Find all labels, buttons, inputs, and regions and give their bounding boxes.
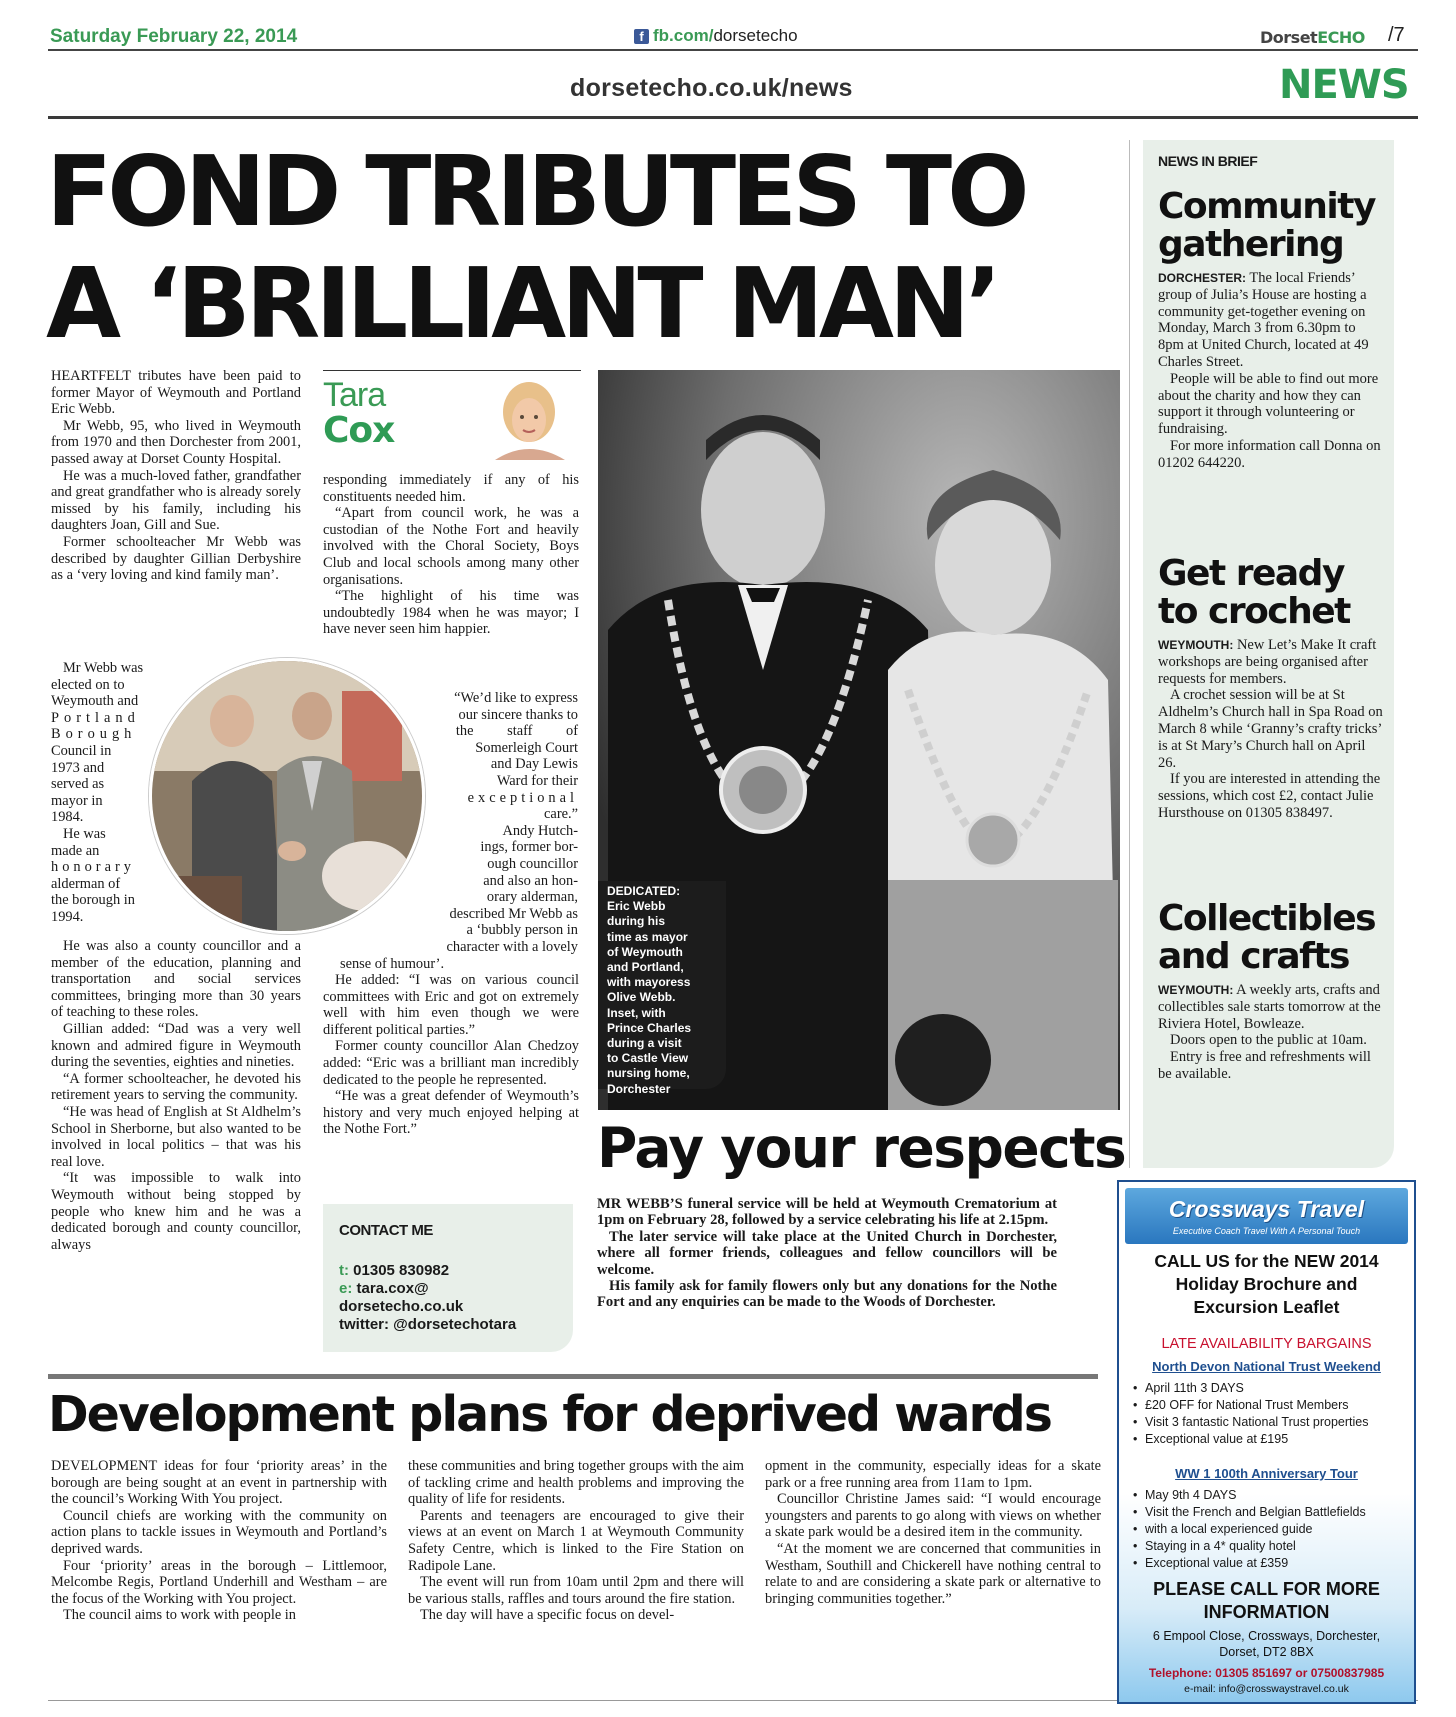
respects-headline: Pay your respects bbox=[597, 1116, 1126, 1180]
paragraph: responding immediately if any of his constituents needed him. bbox=[323, 472, 579, 505]
photo-caption bbox=[598, 881, 726, 1096]
ad-call-line: Holiday Brochure and bbox=[1175, 1274, 1358, 1294]
paragraph: His family ask for family flowers only but any donations for the Nothe Fort and any enquiries can be made to the Woods of Dorchester. bbox=[597, 1278, 1057, 1311]
ad-logo-banner bbox=[1125, 1188, 1408, 1244]
paragraph: The council aims to work with people in bbox=[63, 1607, 296, 1624]
wrap-line: care.” bbox=[544, 806, 578, 823]
paragraph: DEVELOPMENT ideas for four ‘priority areas’ in the borough are being sought at an event in partnership with the council’s Working With You project. bbox=[51, 1458, 387, 1508]
twitter-label: twitter: bbox=[339, 1316, 389, 1333]
wrap-line: 1984. bbox=[51, 809, 84, 826]
ad-trip-1-title[interactable]: North Devon National Trust Weekend bbox=[1152, 1359, 1381, 1374]
ad-bullet: • Visit 3 fantastic National Trust properties bbox=[1131, 1414, 1411, 1431]
brief-item-1 bbox=[1158, 188, 1384, 472]
caption-line: Dorchester bbox=[607, 1081, 671, 1096]
wrap-line: He was bbox=[63, 825, 106, 842]
caption-line: of Weymouth bbox=[607, 944, 683, 959]
paragraph: Parents and teenagers are encouraged to give their views at an event on March 1 at Weymouth Community Safety Centre, which is linked to the Fire Station on Radipole Lane. bbox=[408, 1507, 744, 1574]
inset-photo-prince-charles bbox=[149, 658, 425, 934]
paragraph: Councillor Christine James said: “I would encourage youngsters and parents to go along with views on whether a skate park would be a desired item in the community. bbox=[765, 1491, 1101, 1541]
contact-email-2[interactable]: dorsetecho.co.uk bbox=[339, 1298, 464, 1315]
paragraph: He was a much-loved father, grandfather and great grandfather who is already sorely missed by his family, including his daughters Joan, Gill and Sue. bbox=[51, 467, 301, 534]
ad-bullet: • Exceptional value at £359 bbox=[1131, 1555, 1411, 1572]
phone-label: t: bbox=[339, 1262, 349, 1279]
development-col-3 bbox=[765, 1458, 1101, 1607]
crossways-travel-ad[interactable] bbox=[1117, 1180, 1416, 1704]
paragraph: A crochet session will be at St Aldhelm’s Church hall in Spa Road on March 8 while ‘Granny’s crafty tricks’ is at St Mary’s Church hall on April 26. bbox=[1158, 687, 1383, 771]
wrap-line: Mr Webb was bbox=[63, 660, 144, 676]
development-col-1 bbox=[51, 1458, 387, 1624]
wrap-line: served as bbox=[51, 776, 105, 793]
brief-headline-line: Community bbox=[1158, 186, 1375, 227]
ad-telephone[interactable]: Telephone: 01305 851697 or 07500837985 bbox=[1148, 1666, 1385, 1680]
brand-dorset: Dorset bbox=[1260, 28, 1318, 47]
wrap-line: Ward for their bbox=[496, 772, 578, 789]
ad-bullet: • Exceptional value at £195 bbox=[1131, 1431, 1411, 1448]
wrap-line: alderman of bbox=[51, 875, 121, 892]
caption-line: and Portland, bbox=[607, 960, 684, 975]
page-number: /7 bbox=[1388, 24, 1405, 46]
facebook-icon: f bbox=[634, 29, 649, 44]
ad-please-line: PLEASE CALL FOR MORE bbox=[1153, 1579, 1380, 1599]
author-photo bbox=[473, 372, 581, 460]
paragraph: “It was impossible to walk into Weymouth without being stopped by people who knew him and he was a dedicated borough and county councillor, always bbox=[51, 1170, 301, 1253]
brief-headline-line: Collectibles bbox=[1158, 898, 1376, 939]
paragraph: Former county councillor Alan Chedzoy added: “Eric was a brilliant man incredibly dedicated to the people he represented. bbox=[323, 1038, 579, 1088]
ad-address-line: 6 Empool Close, Crossways, Dorchester, bbox=[1152, 1629, 1381, 1643]
caption-line: with mayoress bbox=[607, 975, 691, 990]
wrap-line: “We’d like to express bbox=[454, 690, 578, 706]
byline-first-name: Tara bbox=[323, 376, 386, 414]
wrap-line: mayor in bbox=[51, 792, 103, 809]
paragraph: People will be able to find out more about the charity and how they can support it through volunteering or fundraising. bbox=[1158, 370, 1379, 438]
brief-headline-line: Get ready bbox=[1158, 553, 1344, 594]
caption-line: Olive Webb. bbox=[607, 990, 676, 1005]
ad-bullet: • April 11th 3 DAYS bbox=[1131, 1380, 1411, 1397]
paragraph: “He was head of English at St Aldhelm’s School in Sherborne, but also wanted to be involved in local politics – that was his real love. bbox=[51, 1103, 301, 1170]
contact-box bbox=[323, 1204, 573, 1352]
contact-twitter[interactable]: @dorsetechotara bbox=[393, 1316, 517, 1333]
wrap-line: Council in bbox=[51, 742, 112, 759]
wrap-line: sense of humour’. bbox=[340, 955, 445, 972]
paragraph: HEARTFELT tributes have been paid to former Mayor of Weymouth and Portland Eric Webb. bbox=[51, 368, 301, 418]
wrap-line: the staff of bbox=[455, 723, 578, 740]
development-headline: Development plans for deprived wards bbox=[48, 1386, 1051, 1443]
paragraph: Four ‘priority’ areas in the borough – Littlemoor, Melcombe Regis, Portland Underhill and Westham – are the focus of the Working with You project. bbox=[51, 1557, 387, 1607]
news-in-brief-label: NEWS IN BRIEF bbox=[1158, 153, 1258, 169]
paragraph: “At the moment we are concerned that communities in Westham, Southill and Chickerell have nothing central to relate to and are considering a skate park or alternative to bringing communities together.” bbox=[765, 1540, 1101, 1607]
paragraph: Entry is free and refreshments will be available. bbox=[1158, 1049, 1371, 1082]
wrap-line: exceptional bbox=[467, 789, 578, 806]
caption-line: Prince Charles bbox=[607, 1020, 692, 1035]
paragraph: The day will have a specific focus on devel- bbox=[420, 1607, 675, 1624]
caption-label: DEDICATED: bbox=[607, 884, 681, 898]
wrap-line: and also an hon- bbox=[483, 872, 578, 889]
caption-line: Eric Webb bbox=[607, 899, 666, 914]
headline-line-2: A ‘BRILLIANT MAN’ bbox=[46, 247, 997, 360]
paragraph: these communities and bring together groups with the aim of tackling crime and health problems and improving the quality of life for residents. bbox=[408, 1458, 744, 1508]
wrap-line: elected on to bbox=[51, 676, 125, 693]
wrap-line: Portland bbox=[51, 709, 140, 726]
caption-line: nursing home, bbox=[607, 1066, 690, 1081]
brief-item-2 bbox=[1158, 555, 1384, 822]
ad-tagline: Executive Coach Travel With A Personal Touch bbox=[1172, 1226, 1361, 1236]
wrap-line: 1994. bbox=[51, 908, 84, 925]
paragraph: Doors open to the public at 10am. bbox=[1170, 1032, 1367, 1049]
paragraph: “He was a great defender of Weymouth’s history and very much enjoyed helping at the Nothe Fort.” bbox=[323, 1088, 579, 1138]
article-col-1-rest bbox=[51, 938, 301, 1253]
wrap-line: Somerleigh Court bbox=[475, 739, 578, 756]
ad-bullet: • with a local experienced guide bbox=[1131, 1521, 1411, 1538]
contact-title: CONTACT ME bbox=[339, 1222, 433, 1239]
wrap-line: our sincere thanks to bbox=[458, 706, 578, 723]
brief-headline-line: and crafts bbox=[1158, 936, 1349, 977]
paragraph: The later service will take place at the United Church in Dorchester, where all former friends, colleagues and fellow councillors will be welcome. bbox=[597, 1228, 1057, 1278]
ad-bullet: • Visit the French and Belgian Battlefields bbox=[1131, 1504, 1411, 1521]
ad-address-line: Dorset, DT2 8BX bbox=[1219, 1645, 1314, 1659]
ad-please-line: INFORMATION bbox=[1203, 1602, 1330, 1622]
brand-echo: ECHO bbox=[1317, 28, 1365, 47]
ad-bullet: • Staying in a 4* quality hotel bbox=[1131, 1538, 1411, 1555]
ad-late-availability: LATE AVAILABILITY BARGAINS bbox=[1161, 1336, 1372, 1352]
wrap-line: 1973 and bbox=[51, 759, 105, 776]
paragraph: Council chiefs are working with the community on action plans to tackle issues in Weymouth and Portland’s deprived wards. bbox=[51, 1507, 387, 1557]
ad-trip-2-title[interactable]: WW 1 100th Anniversary Tour bbox=[1175, 1466, 1358, 1481]
paragraph: “Apart from council work, he was a custodian of the Nothe Fort and heavily involved with the Choral Society, Boys Club and local schools among many other organisations. bbox=[323, 505, 579, 588]
contact-phone[interactable]: 01305 830982 bbox=[353, 1262, 450, 1279]
masthead-brand bbox=[1260, 28, 1365, 47]
email-label: e: bbox=[339, 1280, 353, 1297]
wrap-line: ough councillor bbox=[487, 855, 578, 872]
page-date: Saturday February 22, 2014 bbox=[50, 26, 298, 47]
wrap-line: Borough bbox=[51, 726, 137, 743]
paragraph: opment in the community, especially ideas for a skate park or a free running area from 11am to 1pm. bbox=[765, 1458, 1101, 1491]
paragraph: Former schoolteacher Mr Webb was described by daughter Gillian Derbyshire as a ‘very loving and kind family man’. bbox=[51, 533, 301, 584]
facebook-handle: dorsetecho bbox=[713, 26, 798, 45]
main-headline bbox=[46, 136, 1126, 360]
brief-headline-line: gathering bbox=[1158, 224, 1344, 265]
brief-kicker: WEYMOUTH: bbox=[1158, 983, 1234, 997]
paragraph: “A former schoolteacher, he devoted his retirement years to serving the community. bbox=[51, 1070, 301, 1104]
ad-trip-1-list bbox=[1131, 1380, 1411, 1448]
ad-call-line: Excursion Leaflet bbox=[1193, 1297, 1340, 1317]
paragraph: A weekly arts, crafts and collectibles sale starts tomorrow at the Riviera Hotel, Bowleaze. bbox=[1158, 982, 1381, 1032]
wrap-line: and Day Lewis bbox=[490, 756, 578, 773]
paragraph: He added: “I was on various council committees with Eric and got on extremely well with him even though we were different political parties.” bbox=[323, 972, 579, 1038]
wrap-line: made an bbox=[51, 842, 100, 859]
respects-text bbox=[597, 1196, 1057, 1311]
ad-call-line: CALL US for the NEW 2014 bbox=[1154, 1251, 1379, 1271]
section-label: NEWS bbox=[1279, 62, 1409, 108]
article-col-2-rest bbox=[323, 972, 579, 1138]
brief-headline-line: to crochet bbox=[1158, 591, 1350, 632]
caption-line: to Castle View bbox=[607, 1051, 689, 1066]
facebook-prefix: fb.com/ bbox=[653, 26, 714, 45]
paragraph: The event will run from 10am until 2pm and there will be various stalls, raffles and tours around the fire station. bbox=[408, 1574, 744, 1607]
development-col-2 bbox=[408, 1458, 744, 1624]
byline-last-name: Cox bbox=[323, 410, 395, 451]
caption-line: Inset, with bbox=[607, 1005, 666, 1020]
ad-logo: Crossways Travel bbox=[1168, 1196, 1365, 1222]
ad-trip-2-list bbox=[1131, 1487, 1411, 1572]
paragraph: New Let’s Make It craft workshops are being organised after requests for members. bbox=[1158, 637, 1377, 687]
caption-line: time as mayor bbox=[607, 929, 688, 944]
paragraph: “The highlight of his time was undoubtedly 1984 when he was mayor; I have never seen him happier. bbox=[323, 588, 579, 638]
paragraph: MR WEBB’S funeral service will be held at Weymouth Crematorium at 1pm on February 28, followed by a service celebrating his life at 2.15pm. bbox=[597, 1196, 1057, 1229]
ad-email[interactable]: e-mail: info@crosswaystravel.co.uk bbox=[1184, 1683, 1349, 1695]
headline-line-1: FOND TRIBUTES TO bbox=[46, 135, 1025, 248]
paragraph: Gillian added: “Dad was a very well known and admired figure in Weymouth during the seventies, eighties and nineties. bbox=[51, 1020, 301, 1071]
brief-kicker: DORCHESTER: bbox=[1158, 271, 1247, 285]
byline bbox=[323, 372, 581, 462]
wrap-line: Andy Hutch- bbox=[502, 822, 578, 839]
article-col-1 bbox=[51, 368, 301, 584]
wrap-line: orary alderman, bbox=[486, 889, 578, 906]
ad-bullet: • £20 OFF for National Trust Members bbox=[1131, 1397, 1411, 1414]
paragraph: For more information call Donna on 01202 644220. bbox=[1158, 437, 1381, 471]
paragraph: Mr Webb, 95, who lived in Weymouth from 1970 and then Dorchester from 2001, passed away at Dorset County Hospital. bbox=[51, 417, 301, 467]
brief-kicker: WEYMOUTH: bbox=[1158, 638, 1234, 652]
wrap-line: described Mr Webb as bbox=[449, 905, 578, 922]
caption-line: during a visit bbox=[607, 1036, 682, 1051]
wrap-line: the borough in bbox=[51, 892, 135, 909]
wrap-line: a ‘bubbly person in bbox=[466, 922, 578, 939]
paragraph: The local Friends’ group of Julia’s House are hosting a community get-together evening on Monday, March 3 from 6.30pm to 8pm at United Church, located at 49 Charles Street. bbox=[1158, 270, 1369, 370]
section-url: dorsetecho.co.uk/news bbox=[570, 74, 853, 102]
brief-item-3 bbox=[1158, 900, 1384, 1083]
wrap-line: Weymouth and bbox=[51, 693, 139, 710]
wrap-line: character with a lovely bbox=[446, 938, 578, 955]
contact-email-1[interactable]: tara.cox@ bbox=[356, 1280, 429, 1297]
article-col-2 bbox=[323, 472, 579, 638]
wrap-line: honorary bbox=[51, 859, 135, 876]
wrap-line: ings, former bor- bbox=[480, 839, 578, 856]
facebook-link[interactable] bbox=[634, 26, 798, 46]
paragraph: He was also a county councillor and a member of the education, planning and transportation and social services committees, bringing more than 30 years of teaching to these roles. bbox=[51, 938, 301, 1021]
paragraph: If you are interested in attending the sessions, which cost £2, contact Julie Hursthouse on 01305 838497. bbox=[1158, 771, 1381, 821]
caption-line: during his bbox=[607, 914, 665, 929]
ad-bullet: • May 9th 4 DAYS bbox=[1131, 1487, 1411, 1504]
